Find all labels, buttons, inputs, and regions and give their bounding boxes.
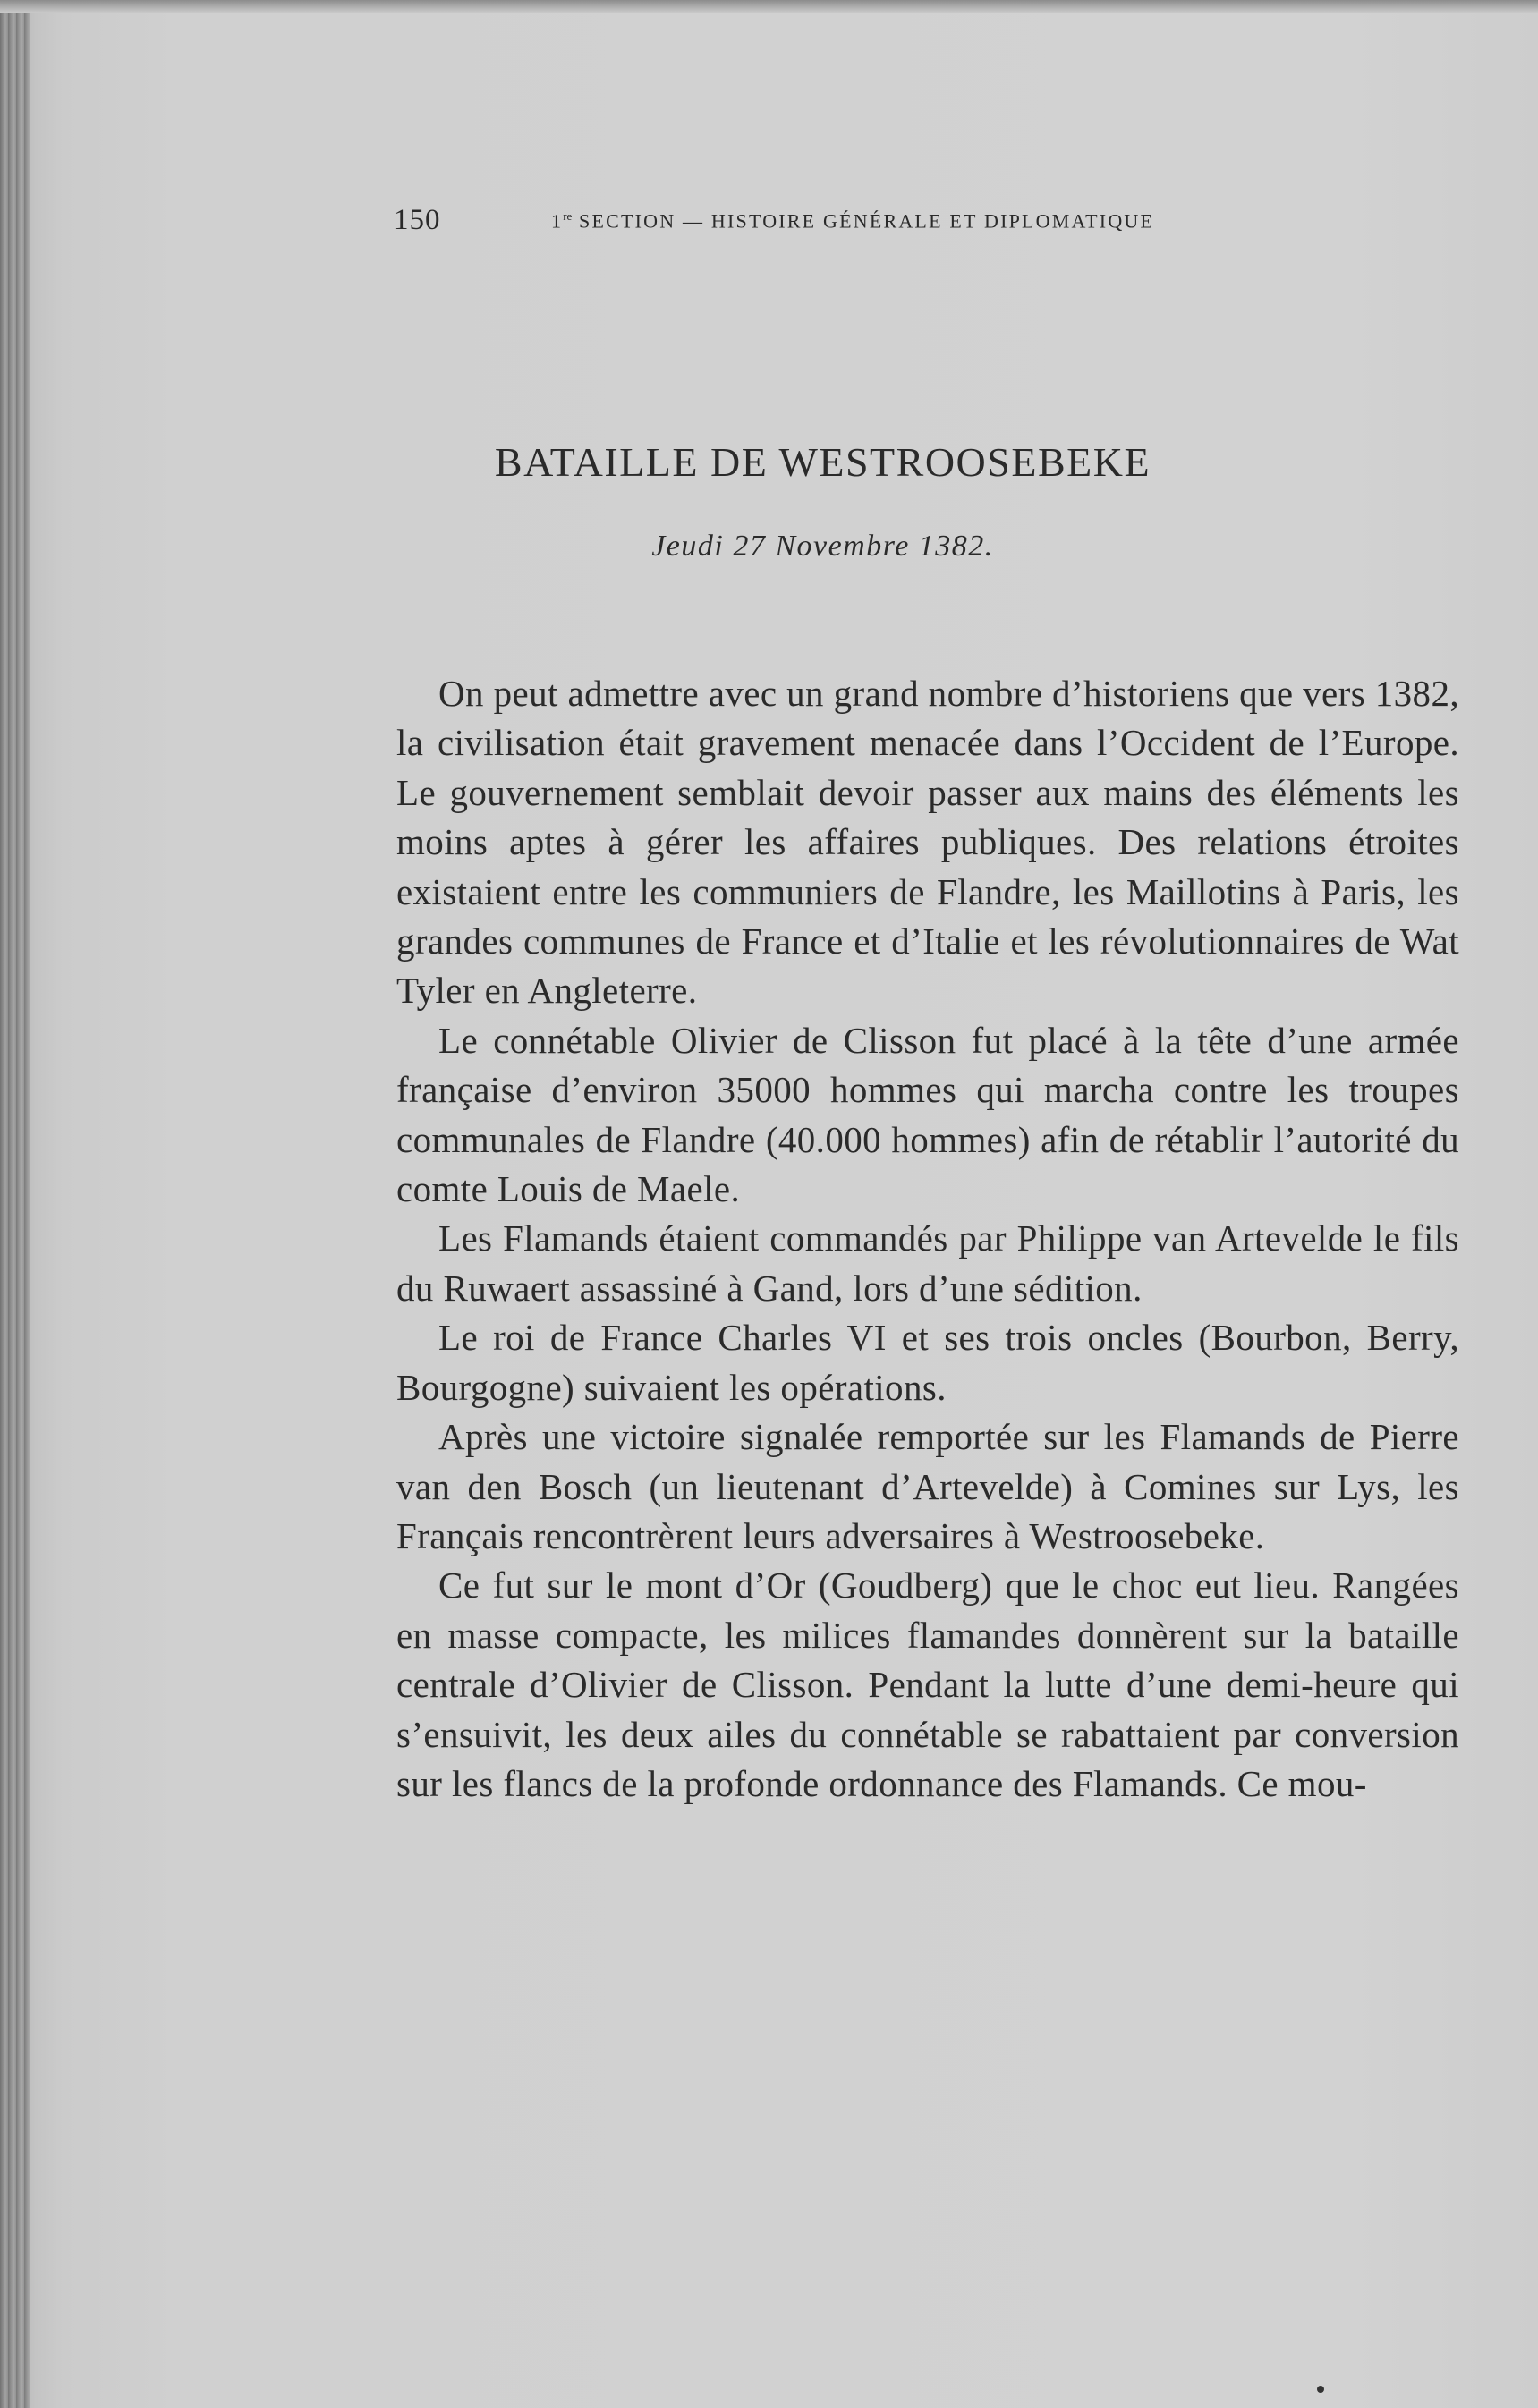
running-title: SECTION — HISTOIRE GÉNÉRALE ET DIPLOMATIQUE xyxy=(572,209,1155,233)
article-title: BATAILLE DE WESTROOSEBEKE xyxy=(494,439,1151,485)
paragraph: On peut admettre avec un grand nombre d’historiens que vers 1382, la civilisation était gravement menacée dans l’Occident de l’Europe. Le gouvernement semblait devoir passer aux mains des éléments les moins aptes à gérer les affaires publiques. Des relations étroites existaient entre les communiers de Flandre, les Maillotins à Paris, les grandes communes de France et d’Italie et les révolutionnaires de Wat Tyler en Angleterre. xyxy=(396,673,1459,1012)
paragraph: Ce fut sur le mont d’Or (Goudberg) que le choc eut lieu. Rangées en masse compacte, les milices flamandes donnèrent sur la bataille centrale d’Olivier de Clisson. Pendant la lutte d’une demi-heure qui s’ensuivit, les deux ailes du connétable se rabattaient par conversion sur les flancs de la profonde ordonnance des Flamands. Ce mou- xyxy=(396,1564,1459,1804)
paragraph: Après une victoire signalée remportée sur les Flamands de Pierre van den Bosch (un lieutenant d’Artevelde) à Comines sur Lys, les Français rencontrèrent leurs adversaires à Westroosebeke. xyxy=(396,1416,1459,1556)
paragraph: Les Flamands étaient commandés par Philippe van Artevelde le fils du Ruwaert assassiné à Gand, lors d’une sédition. xyxy=(396,1217,1459,1309)
page-edge-shadow xyxy=(0,0,30,2408)
section-number: 1 xyxy=(551,209,564,233)
running-head xyxy=(551,209,1154,233)
paragraph: Le roi de France Charles VI et ses trois oncles (Bourbon, Berry, Bourgogne) suivaient les opérations. xyxy=(396,1317,1459,1408)
page-header xyxy=(394,204,1306,240)
paragraph: Le connétable Olivier de Clisson fut placé à la tête d’une armée française d’environ 35000 hommes qui marcha contre les troupes communales de Flandre (40.000 hommes) afin de rétablir l’autorité du comte Louis de Maele. xyxy=(396,1019,1459,1210)
article-body xyxy=(396,669,1459,1809)
article-date: Jeudi 27 Novembre 1382. xyxy=(651,530,994,563)
ink-speck xyxy=(1317,2386,1324,2393)
page-number: 150 xyxy=(394,204,441,236)
top-page-edge xyxy=(0,0,1538,13)
section-superscript: re xyxy=(563,209,573,223)
